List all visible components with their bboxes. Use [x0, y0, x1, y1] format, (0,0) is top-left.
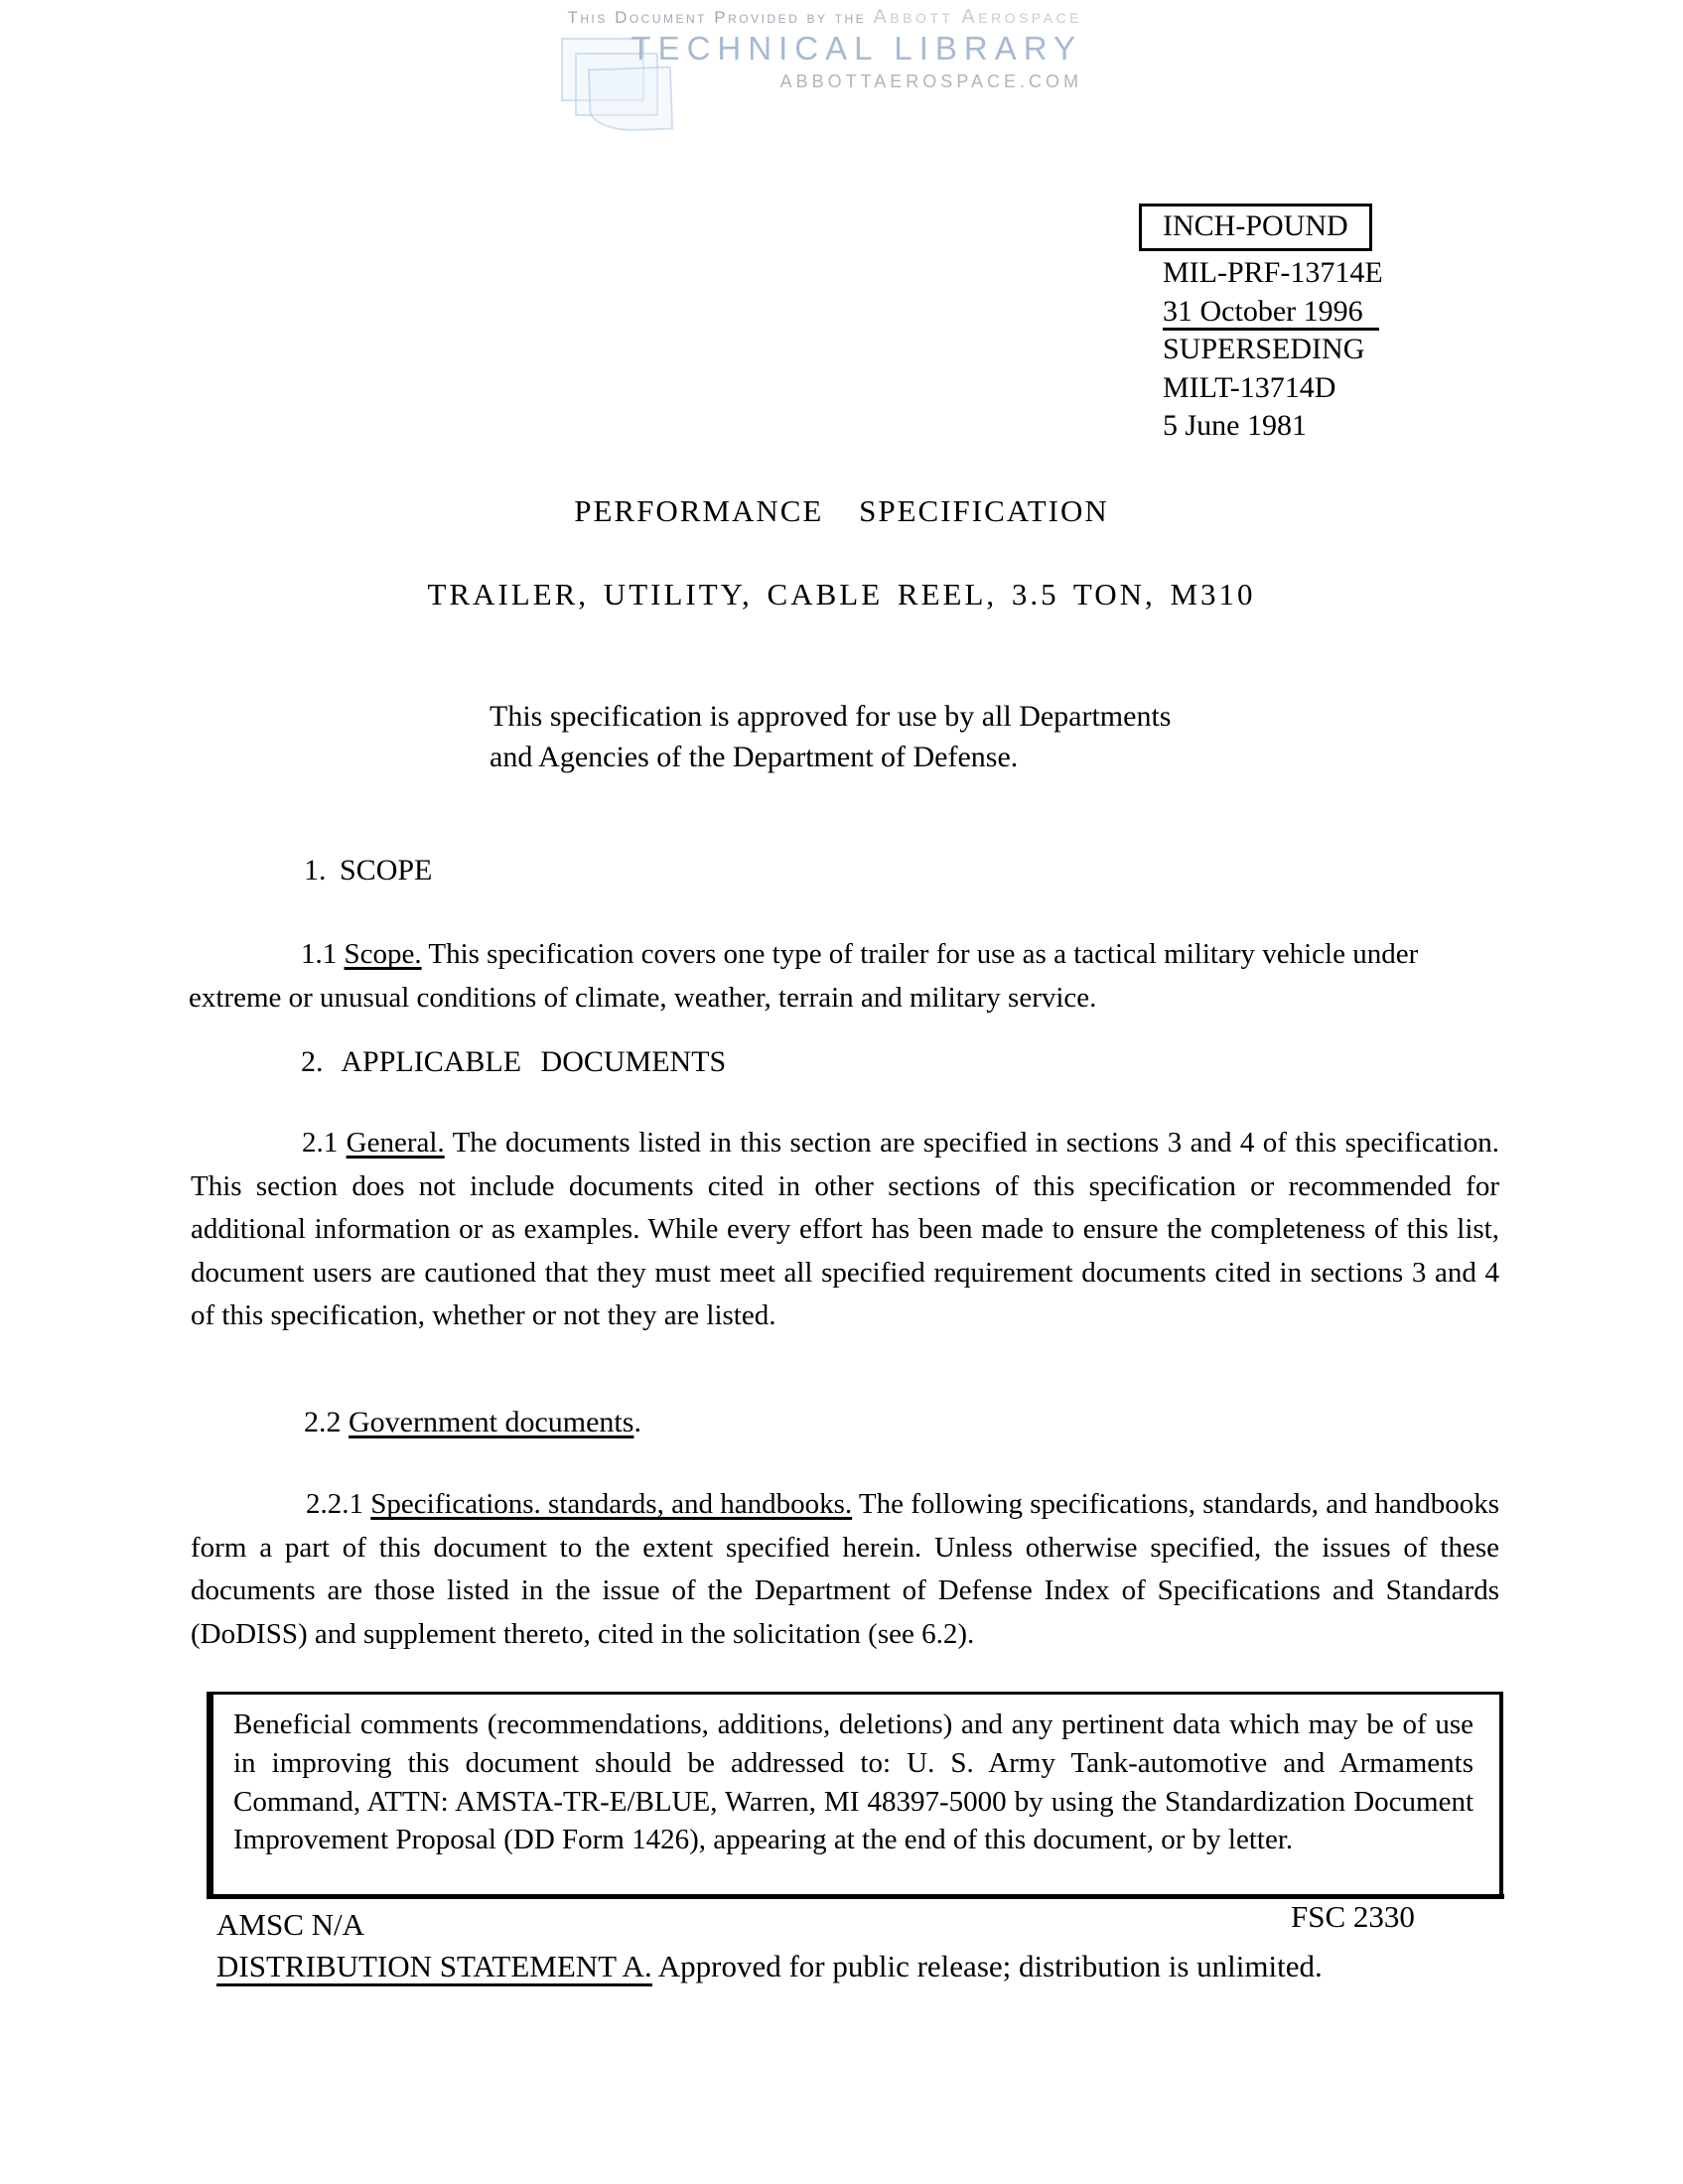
logo-library-text: TECHNICAL LIBRARY	[631, 30, 1082, 67]
para-number: 2.2.1	[306, 1488, 363, 1520]
para-lead: Scope.	[344, 938, 422, 970]
logo-brand-text: Abbott Aerospace	[873, 6, 1082, 28]
fsc-code: FSC 2330	[1291, 1899, 1415, 1934]
distribution-statement	[216, 1949, 1323, 1984]
para-number: 2.1	[302, 1127, 339, 1159]
abbott-aerospace-logo	[554, 6, 1082, 92]
para-lead: Government documents	[349, 1406, 634, 1438]
superseded-doc: MILT-13714D	[1163, 370, 1336, 404]
para-text: This specification covers one type of trailer for use as a tactical military vehicle under extreme or unusual conditions of climate, weather, terrain and military service.	[189, 938, 1419, 1014]
paragraph-2-1	[191, 1122, 1499, 1338]
logo-provided-by-text: This Document Provided by the	[567, 8, 867, 27]
para-text: The following specifications, standards, and handbooks form a part of this document to the extent specified herein. Unless otherwise specified, the issues of these documents are those listed in the issue of the Department of Defense Index of Specifications and Standards (DoDISS) and supplement thereto, cited in the solicitation (see 6.2).	[191, 1488, 1500, 1650]
para-number: 2.2	[304, 1406, 342, 1438]
superseding-label: SUPERSEDING	[1163, 333, 1365, 365]
beneficial-comments-box	[207, 1692, 1503, 1894]
beneficial-comments-text: Beneficial comments (recommendations, additions, deletions) and any pertinent data which may be of use in improving this document should be addressed to: U. S. Army Tank-automotive and Armaments Command, ATTN: AMSTA-TR-E/BLUE, Warren, MI 48397-5000 by using the Standardization Document Improvement Proposal (DD Form 1426), appearing at the end of this document, or by letter.	[233, 1708, 1473, 1856]
paragraph-1-1	[189, 933, 1494, 1020]
para-period: .	[633, 1406, 641, 1438]
page-subtitle: TRAILER, UTILITY, CABLE REEL, 3.5 TON, M310	[427, 577, 1256, 612]
para-text: The documents listed in this section are specified in sections 3 and 4 of this specification. This section does not include documents cited in other sections of this specification or recommended for additional information or as examples. While every effort has been made to ensure the completeness of this list, document users are cautioned that they must meet all specified requirement documents cited in sections 3 and 4 of this specification, whether or not they are listed.	[191, 1127, 1500, 1331]
approval-line1: This specification is approved for use by all Departments	[490, 700, 1172, 733]
amsc-code: AMSC N/A	[216, 1907, 365, 1942]
logo-provided-by	[554, 6, 1082, 29]
doc-date	[1163, 293, 1383, 332]
logo-site-text: ABBOTTAEROSPACE.COM	[779, 71, 1082, 91]
page-title: PERFORMANCE SPECIFICATION	[574, 493, 1109, 528]
distribution-text: Approved for public release; distribution is unlimited.	[657, 1949, 1323, 1983]
doc-number: MIL-PRF-13714E	[1163, 256, 1383, 289]
superseded-date: 5 June 1981	[1163, 409, 1307, 442]
approval-line2: and Agencies of the Department of Defense.	[490, 741, 1019, 773]
para-lead: Specifications. standards, and handbooks.	[370, 1488, 853, 1520]
heading-applicable-documents: 2. APPLICABLE DOCUMENTS	[301, 1045, 727, 1078]
inch-pound-box: INCH-POUND	[1139, 204, 1372, 251]
paragraph-2-2-1	[191, 1483, 1499, 1656]
document-id-block	[1139, 204, 1383, 446]
para-number: 1.1	[301, 938, 338, 970]
distribution-label: DISTRIBUTION STATEMENT A.	[216, 1949, 652, 1986]
heading-government-documents	[304, 1406, 641, 1439]
doc-date-text: 31 October 1996	[1163, 295, 1379, 331]
para-lead: General.	[346, 1127, 445, 1159]
heading-scope: 1. SCOPE	[304, 854, 433, 887]
approval-statement	[490, 696, 1171, 777]
